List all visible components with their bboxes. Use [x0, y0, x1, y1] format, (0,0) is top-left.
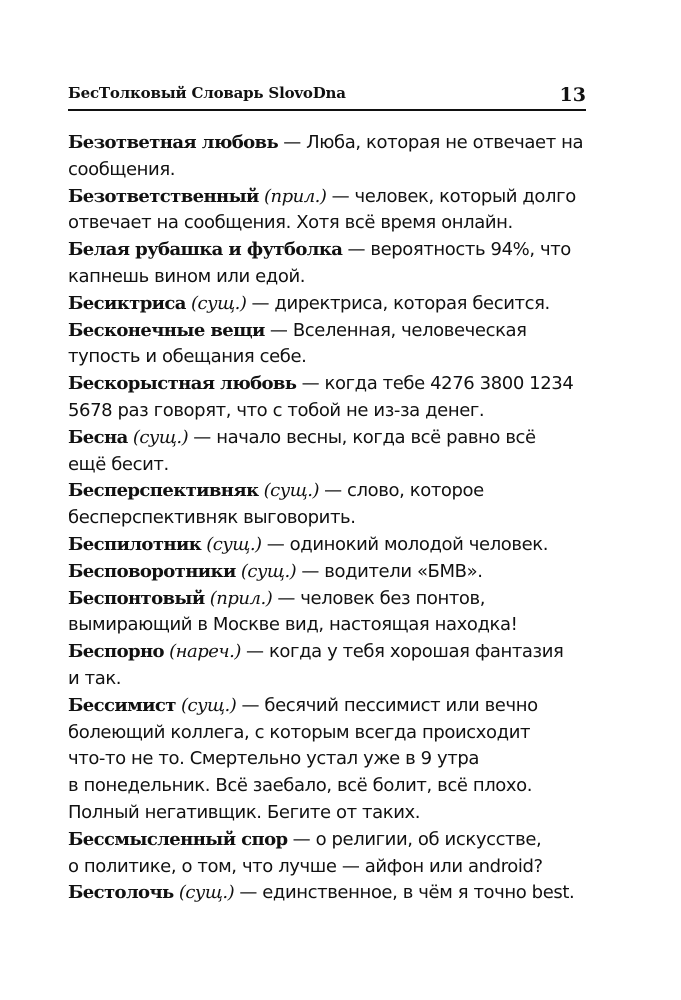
entry-definition-line: сообщения. — [68, 158, 176, 180]
entry-definition-line: — водители «БМВ». — [301, 560, 483, 582]
dictionary-entry — [68, 237, 588, 291]
dictionary-entry — [68, 559, 588, 586]
dictionary-entries — [68, 130, 588, 907]
entry-definition-line: Полный негативщик. Бегите от таких. — [68, 801, 421, 823]
dictionary-entry — [68, 532, 588, 559]
entry-term: Бесконечные вещи — [68, 319, 265, 341]
entry-definition-line: — единственное, в чём я точно best. — [239, 882, 575, 904]
entry-part-of-speech: (нареч.) — [169, 641, 241, 663]
entry-term: Бескорыстная любовь — [68, 373, 297, 395]
entry-definition-line: о политике, о том, что лучше — айфон или android? — [68, 855, 543, 877]
dictionary-entry — [68, 130, 588, 184]
entry-definition-line: — когда тебе 4276 3800 1234 — [301, 373, 574, 395]
entry-definition-line: что-то не то. Смертельно устал уже в 9 утра — [68, 748, 480, 770]
entry-definition-line: и так. — [68, 667, 122, 689]
dictionary-entry — [68, 371, 588, 425]
entry-part-of-speech: (сущ.) — [180, 694, 237, 716]
dictionary-entry — [68, 184, 588, 238]
running-title: БесТолковый Словарь SlovoDna — [68, 84, 346, 102]
page-header — [68, 83, 586, 111]
dictionary-entry — [68, 880, 588, 907]
entry-definition-line: — о религии, об искусстве, — [292, 828, 542, 850]
entry-term: Бесперспективняк — [68, 480, 259, 502]
entry-definition-line: — когда у тебя хорошая фантазия — [246, 641, 564, 663]
entry-definition-line: ещё бесит. — [68, 453, 169, 475]
entry-definition-line: — одинокий молодой человек. — [266, 533, 549, 555]
entry-term: Бестолочь — [68, 882, 174, 904]
page-number: 13 — [559, 84, 586, 106]
entry-part-of-speech: (прил.) — [209, 587, 273, 609]
dictionary-entry — [68, 318, 588, 372]
dictionary-entry — [68, 693, 588, 827]
entry-definition-line: — вероятность 94%, что — [347, 239, 571, 261]
entry-part-of-speech: (сущ.) — [263, 480, 319, 502]
entry-part-of-speech: (сущ.) — [178, 882, 235, 904]
entry-definition-line: вымирающий в Москве вид, настоящая находка! — [68, 614, 518, 636]
entry-definition-line: — человек без понтов, — [277, 587, 486, 609]
entry-term: Безответная любовь — [68, 132, 279, 153]
entry-definition-line: — Вселенная, человеческая — [269, 319, 527, 341]
entry-part-of-speech: (сущ.) — [132, 426, 189, 448]
entry-term: Безответственный — [68, 185, 259, 207]
dictionary-entry — [68, 586, 588, 640]
entry-definition-line: в понедельник. Всё заебало, всё болит, всё плохо. — [68, 775, 533, 797]
entry-term: Беспилотник — [68, 533, 202, 555]
entry-definition-line: капнешь вином или едой. — [68, 265, 306, 287]
entry-definition-line: — директриса, которая бесится. — [251, 292, 550, 314]
entry-term: Бессмысленный спор — [68, 828, 288, 850]
entry-definition-line: — Люба, которая не отвечает на — [283, 132, 584, 153]
entry-part-of-speech: (прил.) — [263, 185, 327, 207]
entry-definition-line: — слово, которое — [324, 480, 484, 502]
entry-definition-line: отвечает на сообщения. Хотя всё время онлайн. — [68, 212, 513, 234]
entry-part-of-speech: (сущ.) — [240, 560, 297, 582]
entry-part-of-speech: (сущ.) — [191, 292, 247, 314]
entry-definition-line: — человек, который долго — [331, 185, 576, 207]
entry-definition-line: бесперспективняк выговорить. — [68, 507, 356, 529]
entry-term: Бессимист — [68, 694, 176, 716]
entry-definition-line: тупость и обещания себе. — [68, 346, 307, 368]
entry-definition-line: болеющий коллега, с которым всегда происходит — [68, 721, 531, 743]
dictionary-entry — [68, 827, 588, 881]
entry-term: Бесиктриса — [68, 292, 186, 314]
entry-term: Белая рубашка и футболка — [68, 239, 343, 261]
entry-definition-line: — начало весны, когда всё равно всё — [193, 426, 536, 448]
entry-term: Беспорно — [68, 641, 164, 663]
dictionary-entry — [68, 639, 588, 693]
dictionary-entry — [68, 425, 588, 479]
entry-definition-line: — бесячий пессимист или вечно — [241, 694, 538, 716]
entry-term: Беспонтовый — [68, 587, 205, 609]
dictionary-entry — [68, 478, 588, 532]
header-divider — [68, 109, 586, 111]
entry-definition-line: 5678 раз говорят, что с тобой не из-за денег. — [68, 399, 485, 421]
entry-part-of-speech: (сущ.) — [206, 533, 262, 555]
entry-term: Бесна — [68, 426, 128, 448]
entry-term: Бесповоротники — [68, 560, 236, 582]
dictionary-entry — [68, 291, 588, 318]
